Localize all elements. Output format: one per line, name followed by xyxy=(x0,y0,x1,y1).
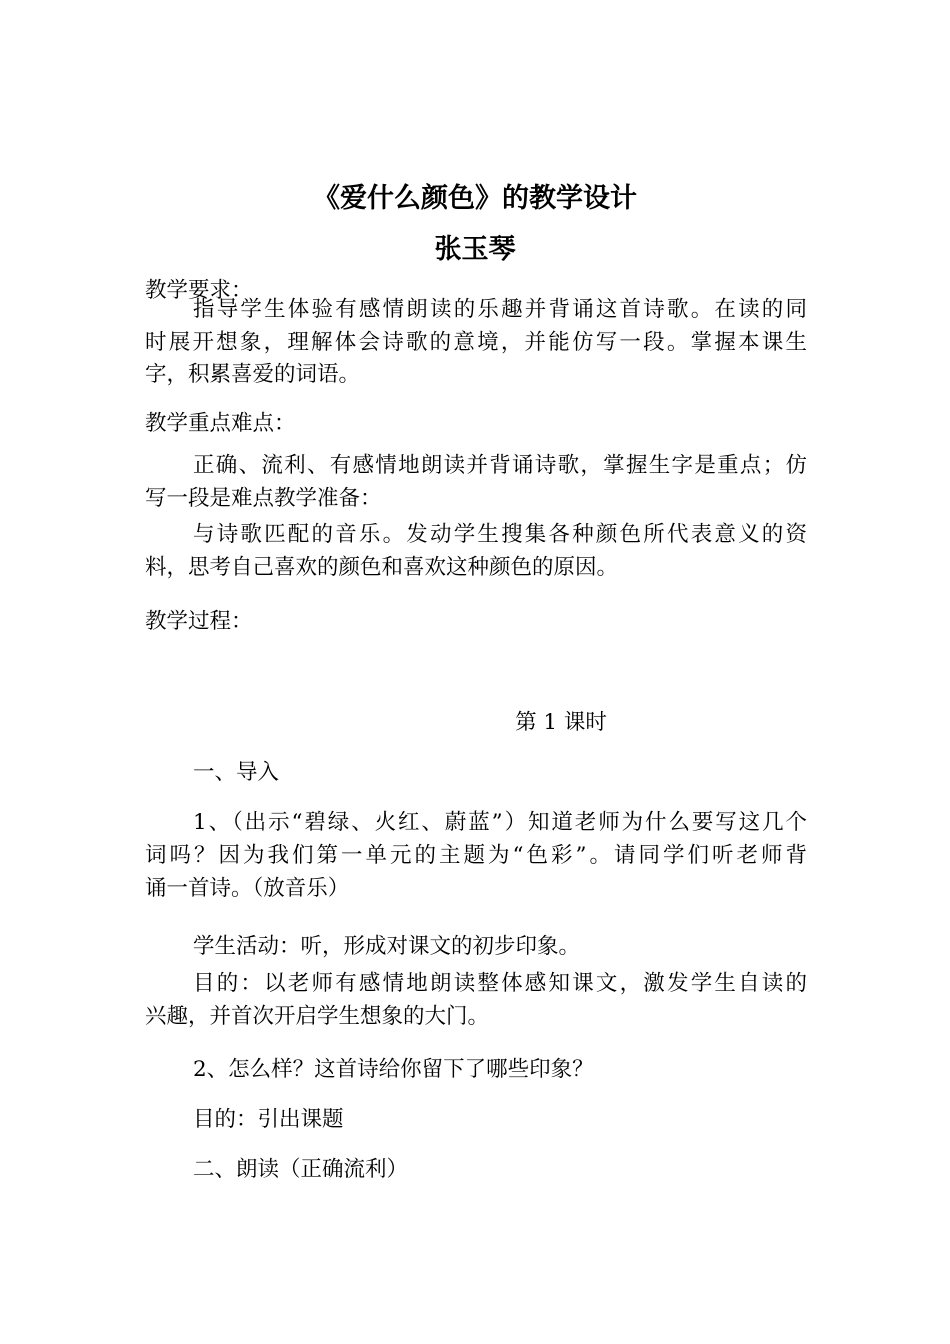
requirements-line: 指导学生体验有感情朗读的乐趣并背诵这首诗歌。在读的同 xyxy=(193,297,807,322)
item1-line: 词吗？因为我们第一单元的主题为“色彩”。请同学们听老师背 xyxy=(145,843,807,868)
purpose2-line: 目的：引出课题 xyxy=(193,1107,344,1132)
item2-block xyxy=(145,1053,807,1086)
section1-heading: 一、导入 xyxy=(193,760,280,785)
requirements-line: 时展开想象，理解体会诗歌的意境，并能仿写一段。掌握本课生 xyxy=(145,330,807,355)
preparation-line: 料，思考自己喜欢的颜色和喜欢这种颜色的原因。 xyxy=(145,555,619,580)
item1-line: 诵一首诗。（放音乐） xyxy=(145,876,350,901)
section2-heading: 二、朗读（正确流利） xyxy=(193,1157,409,1182)
process-heading: 教学过程： xyxy=(145,609,253,634)
activity-line: 学生活动：听，形成对课文的初步印象。 xyxy=(193,934,581,959)
document-author: 张玉琴 xyxy=(434,234,516,265)
item1-line: 1、（出示“碧绿、火红、蔚蓝”）知道老师为什么要写这几个 xyxy=(193,810,807,835)
preparation-line: 与诗歌匹配的音乐。发动学生搜集各种颜色所代表意义的资 xyxy=(193,522,807,547)
item1-paragraph xyxy=(145,806,807,905)
requirements-heading: 教学要求： xyxy=(145,278,253,303)
purpose1-line: 目的：以老师有感情地朗读整体感知课文，激发学生自读的 xyxy=(193,971,807,996)
section2-block xyxy=(145,1153,807,1186)
requirements-paragraph xyxy=(145,293,807,359)
keypoints-heading-block xyxy=(145,407,807,440)
activity-block xyxy=(145,930,807,963)
section1-block xyxy=(145,756,807,789)
keypoints-line: 正确、流利、有感情地朗读并背诵诗歌，掌握生字是重点；仿 xyxy=(193,453,807,478)
purpose2-block xyxy=(145,1103,807,1136)
keypoints-heading: 教学重点难点： xyxy=(145,411,296,436)
item2-line: 2、怎么样？这首诗给你留下了哪些印象？ xyxy=(193,1057,594,1082)
requirements-line: 字，积累喜爱的词语。 xyxy=(145,362,361,387)
purpose1-line: 兴趣，并首次开启学生想象的大门。 xyxy=(145,1004,490,1029)
purpose1-paragraph xyxy=(145,967,807,1033)
requirements-paragraph-end xyxy=(145,358,807,391)
document-title: 《爱什么颜色》的教学设计 xyxy=(313,183,637,214)
lesson-title: 第 1 课时 xyxy=(515,710,607,735)
keypoints-paragraph xyxy=(145,449,807,515)
preparation-paragraph xyxy=(145,518,807,584)
process-heading-block xyxy=(145,605,807,638)
keypoints-line: 写一段是难点教学准备： xyxy=(145,486,382,511)
